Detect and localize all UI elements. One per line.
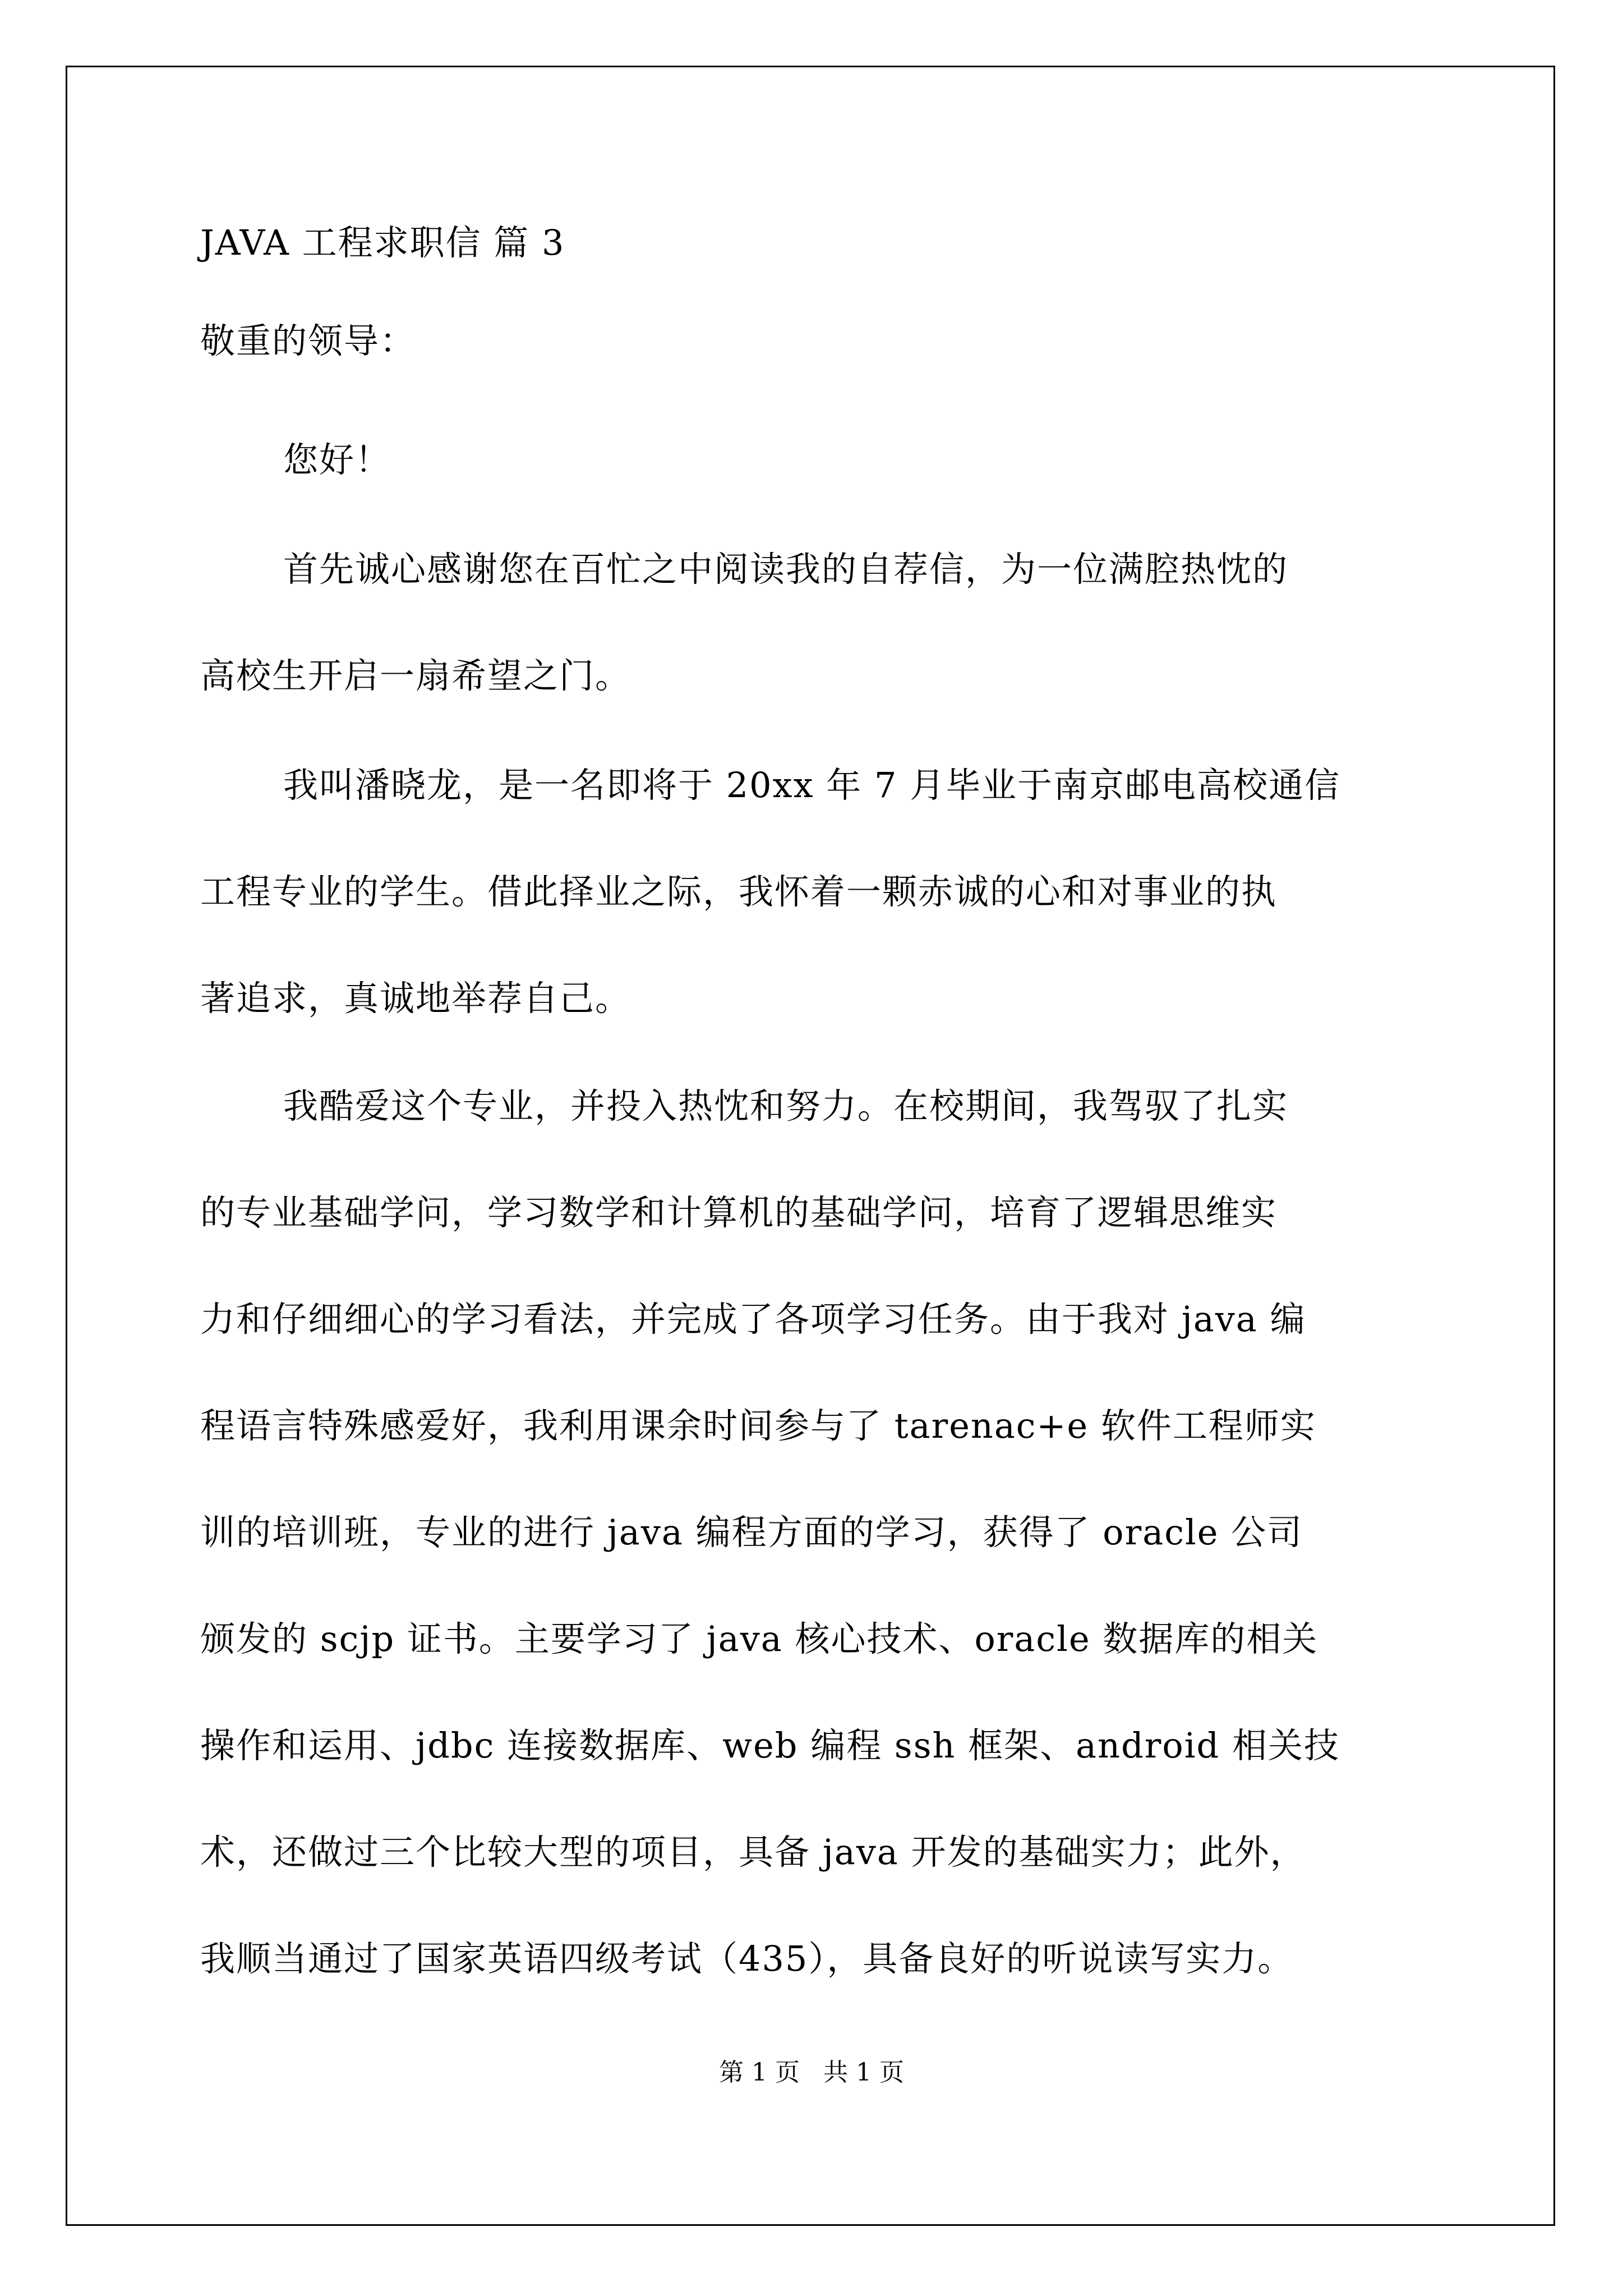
paragraph-line: 工程专业的学生。借此择业之际，我怀着一颗赤诚的心和对事业的执	[200, 871, 1278, 912]
paragraph-line: 颁发的 scjp 证书。主要学习了 java 核心技术、oracle 数据库的相关	[200, 1618, 1318, 1659]
page-footer: 第 1 页 共 1 页	[719, 2058, 904, 2087]
paragraph-line: 我酷爱这个专业，并投入热忱和努力。在校期间，我驾驭了扎实	[283, 1085, 1289, 1126]
paragraph-line: 首先诚心感谢您在百忙之中阅读我的自荐信，为一位满腔热忱的	[283, 549, 1289, 590]
paragraph-line: 高校生开启一扇希望之门。	[200, 655, 631, 696]
paragraph-line: 操作和运用、jdbc 连接数据库、web 编程 ssh 框架、android 相关技	[200, 1725, 1340, 1766]
paragraph-line: 程语言特殊感爱好，我利用课余时间参与了 tarenac+e 软件工程师实	[200, 1405, 1316, 1446]
paragraph-line: 的专业基础学问，学习数学和计算机的基础学问，培育了逻辑思维实	[200, 1192, 1278, 1233]
paragraph-line: 力和仔细细心的学习看法，并完成了各项学习任务。由于我对 java 编	[200, 1299, 1306, 1340]
page-border	[66, 66, 1555, 2226]
document-title: JAVA 工程求职信 篇 3	[200, 222, 565, 263]
salutation: 敬重的领导：	[200, 320, 416, 361]
paragraph-line: 我叫潘晓龙，是一名即将于 20xx 年 7 月毕业于南京邮电高校通信	[283, 765, 1341, 806]
paragraph-line: 我顺当通过了国家英语四级考试（435），具备良好的听说读写实力。	[200, 1938, 1294, 1979]
greeting-line: 您好！	[283, 439, 391, 480]
paragraph-line: 训的培训班，专业的进行 java 编程方面的学习，获得了 oracle 公司	[200, 1512, 1303, 1553]
paragraph-line: 著追求，真诚地举荐自己。	[200, 978, 631, 1019]
paragraph-line: 术，还做过三个比较大型的项目，具备 java 开发的基础实力；此外，	[200, 1832, 1306, 1872]
